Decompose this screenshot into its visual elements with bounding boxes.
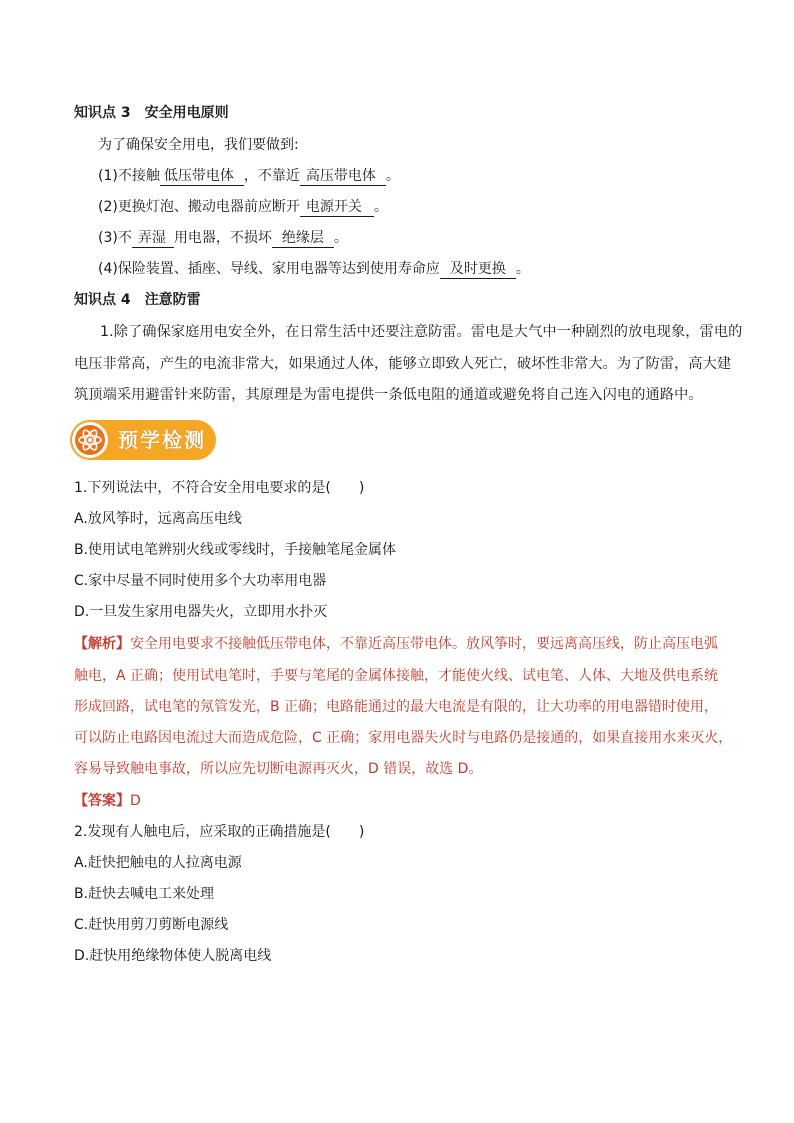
item-text: ，不靠近 bbox=[243, 168, 300, 184]
q1-analysis-line: 触电，A 正确；使用试电笔时，手要与笔尾的金属体接触，才能使火线、试电笔、人体、大地及供电系统 bbox=[74, 668, 719, 684]
kp4-para-line: 1.除了确保家庭用电安全外，在日常生活中还要注意防雷。雷电是大气中一种剧烈的放电现象，雷电的 bbox=[100, 324, 743, 340]
answer-tag: 【答案】 bbox=[74, 793, 130, 809]
q1-option-c: C.家中尽量不同时使用多个大功率用电器 bbox=[74, 573, 327, 589]
q1-analysis-line: 形成回路，试电笔的氖管发光，B 正确；电路能通过的最大电流是有限的，让大功率的用电器错时使用， bbox=[74, 699, 719, 715]
answer-value: D bbox=[130, 793, 141, 809]
fill-blank: 弄湿 bbox=[132, 230, 174, 248]
q2-option-c: C.赶快用剪刀剪断电源线 bbox=[74, 917, 229, 933]
item-text: 。 bbox=[385, 168, 400, 184]
kp4-para-line: 筑顶端采用避雷针来防雷，其原理是为雷电提供一条低电阻的通道或避免将自己连入闪电的通路中。 bbox=[74, 387, 703, 403]
q1-option-b: B.使用试电笔辨别火线或零线时，手接触笔尾金属体 bbox=[74, 542, 397, 558]
banner-title: 预学检测 bbox=[118, 428, 206, 452]
kp3-title: 知识点 3 安全用电原则 bbox=[74, 105, 229, 121]
q1-option-a: A.放风筝时，远离高压电线 bbox=[74, 511, 242, 527]
kp3-item-2 bbox=[98, 197, 388, 217]
q1-analysis-line: 可以防止电路因电流过大而造成危险，C 正确；家用电器失火时与电路仍是接通的，如果直接用水来灭火， bbox=[74, 730, 733, 746]
q1-stem: 1.下列说法中，不符合安全用电要求的是( ) bbox=[74, 480, 365, 496]
q1-analysis-line: 容易导致触电事故，所以应先切断电源再灭火，D 错误，故选 D。 bbox=[74, 761, 483, 777]
q2-stem: 2.发现有人触电后，应采取的正确措施是( ) bbox=[74, 824, 365, 840]
kp3-intro: 为了确保安全用电，我们要做到: bbox=[98, 137, 299, 153]
kp4-title: 知识点 4 注意防雷 bbox=[74, 292, 201, 308]
item-text: (2)更换灯泡、搬动电器前应断开 bbox=[98, 199, 300, 215]
item-text: 用电器，不损坏 bbox=[173, 230, 272, 246]
fill-blank: 低压带电体 bbox=[160, 168, 244, 186]
fill-blank: 及时更换 bbox=[440, 261, 516, 279]
fill-blank: 绝缘层 bbox=[272, 230, 334, 248]
kp4-para-line: 电压非常高，产生的电流非常大，如果通过人体，能够立即致人死亡，破坏性非常大。为了防雷，高大建 bbox=[74, 356, 732, 372]
kp3-item-3 bbox=[98, 228, 348, 248]
q2-option-b: B.赶快去喊电工来处理 bbox=[74, 886, 215, 902]
q1-answer bbox=[74, 791, 141, 811]
fill-blank: 高压带电体 bbox=[300, 168, 386, 186]
fill-blank: 电源开关 bbox=[300, 199, 374, 217]
kp3-item-1 bbox=[98, 166, 400, 186]
item-text: 。 bbox=[333, 230, 348, 246]
item-text: (4)保险装置、插座、导线、家用电器等达到使用寿命应 bbox=[98, 261, 440, 277]
atom-icon bbox=[75, 425, 105, 455]
item-text: (3)不 bbox=[98, 230, 132, 246]
item-text: 。 bbox=[373, 199, 388, 215]
analysis-tag: 【解析】 bbox=[74, 636, 130, 652]
q2-option-a: A.赶快把触电的人拉离电源 bbox=[74, 855, 242, 871]
kp3-item-4 bbox=[98, 259, 530, 279]
q1-analysis-line bbox=[74, 634, 718, 654]
item-text: 。 bbox=[515, 261, 530, 277]
q2-option-d: D.赶快用绝缘物体使人脱离电线 bbox=[74, 948, 272, 964]
analysis-text: 安全用电要求不接触低压带电体，不靠近高压带电体。放风筝时，要远离高压线，防止高压电弧 bbox=[130, 636, 718, 652]
banner-badge bbox=[72, 422, 108, 458]
q1-option-d: D.一旦发生家用电器失火，立即用水扑灭 bbox=[74, 604, 328, 620]
section-banner bbox=[70, 420, 216, 460]
item-text: (1)不接触 bbox=[98, 168, 160, 184]
